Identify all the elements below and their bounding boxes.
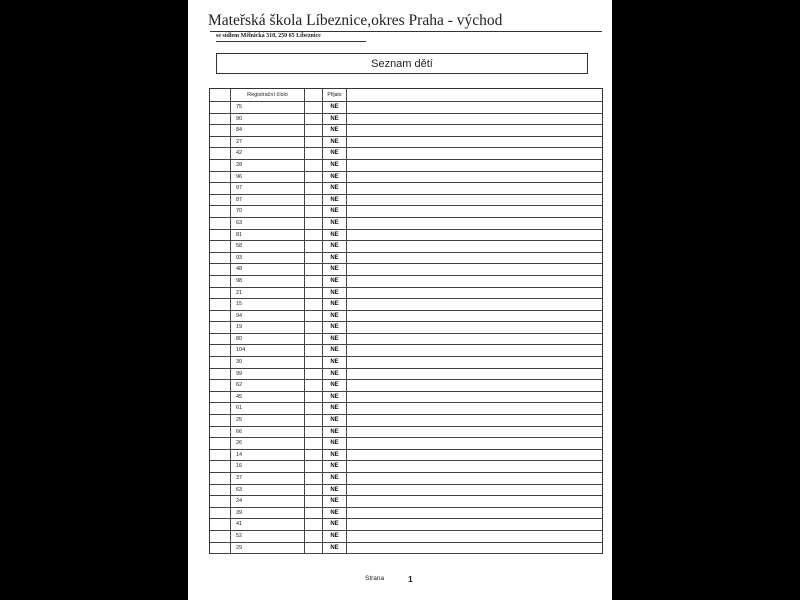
table-row	[210, 206, 602, 218]
blank-cell	[305, 369, 323, 380]
row-index-cell	[210, 334, 231, 345]
blank-cell	[305, 345, 323, 356]
row-index-cell	[210, 473, 231, 484]
table-row	[210, 438, 602, 450]
notes-cell	[347, 403, 602, 414]
index-column-header	[210, 89, 231, 101]
blank-cell	[305, 508, 323, 519]
blank-cell	[305, 380, 323, 391]
notes-cell	[347, 299, 602, 310]
row-index-cell	[210, 380, 231, 391]
table-row	[210, 137, 602, 149]
notes-cell	[347, 253, 602, 264]
table-row	[210, 230, 602, 242]
blank-cell	[305, 288, 323, 299]
table-row	[210, 496, 602, 508]
registration-number-cell: 61	[231, 403, 305, 414]
document-title: Seznam dětí	[371, 57, 433, 70]
registration-column-header: Registrační číslo	[231, 89, 305, 101]
row-index-cell	[210, 450, 231, 461]
blank-cell	[305, 427, 323, 438]
notes-cell	[347, 102, 602, 113]
table-row	[210, 102, 602, 114]
accepted-status-cell: NE	[323, 102, 347, 113]
blank-cell	[305, 148, 323, 159]
table-row	[210, 148, 602, 160]
accepted-status-cell: NE	[323, 450, 347, 461]
notes-cell	[347, 230, 602, 241]
registration-number-cell: 30	[231, 357, 305, 368]
row-index-cell	[210, 531, 231, 542]
blank-cell	[305, 450, 323, 461]
school-address: se sídlem Mělnická 318, 250 65 Líbeznice	[216, 33, 321, 39]
registration-number-cell: 58	[231, 241, 305, 252]
blank-cell	[305, 392, 323, 403]
blank-cell	[305, 415, 323, 426]
blank-cell	[305, 160, 323, 171]
accepted-status-cell: NE	[323, 218, 347, 229]
blank-column-header	[305, 89, 323, 101]
row-index-cell	[210, 276, 231, 287]
accepted-status-cell: NE	[323, 461, 347, 472]
table-row	[210, 369, 602, 381]
accepted-status-cell: NE	[323, 322, 347, 333]
row-index-cell	[210, 125, 231, 136]
accepted-status-cell: NE	[323, 485, 347, 496]
notes-cell	[347, 114, 602, 125]
accepted-status-cell: NE	[323, 369, 347, 380]
notes-cell	[347, 519, 602, 530]
registration-number-cell: 90	[231, 114, 305, 125]
row-index-cell	[210, 137, 231, 148]
blank-cell	[305, 438, 323, 449]
page-label: Strana	[365, 575, 385, 582]
notes-cell	[347, 473, 602, 484]
accepted-status-cell: NE	[323, 357, 347, 368]
notes-cell	[347, 137, 602, 148]
table-row	[210, 276, 602, 288]
accepted-status-cell: NE	[323, 148, 347, 159]
table-row	[210, 473, 602, 485]
row-index-cell	[210, 299, 231, 310]
blank-cell	[305, 531, 323, 542]
row-index-cell	[210, 183, 231, 194]
row-index-cell	[210, 357, 231, 368]
accepted-status-cell: NE	[323, 264, 347, 275]
row-index-cell	[210, 392, 231, 403]
blank-cell	[305, 334, 323, 345]
row-index-cell	[210, 172, 231, 183]
registration-number-cell: 70	[231, 206, 305, 217]
blank-cell	[305, 241, 323, 252]
accepted-status-cell: NE	[323, 276, 347, 287]
row-index-cell	[210, 345, 231, 356]
accepted-status-cell: NE	[323, 195, 347, 206]
table-row	[210, 450, 602, 462]
accepted-status-cell: NE	[323, 114, 347, 125]
row-index-cell	[210, 508, 231, 519]
notes-cell	[347, 415, 602, 426]
notes-cell	[347, 125, 602, 136]
accepted-status-cell: NE	[323, 230, 347, 241]
notes-column-header	[347, 89, 602, 101]
accepted-status-cell: NE	[323, 125, 347, 136]
notes-cell	[347, 206, 602, 217]
notes-cell	[347, 276, 602, 287]
accepted-column-header: Přijato	[323, 89, 347, 101]
registration-number-cell: 94	[231, 311, 305, 322]
row-index-cell	[210, 288, 231, 299]
accepted-status-cell: NE	[323, 531, 347, 542]
registration-number-cell: 28	[231, 160, 305, 171]
registration-number-cell: 19	[231, 322, 305, 333]
notes-cell	[347, 288, 602, 299]
notes-cell	[347, 334, 602, 345]
registration-number-cell: 25	[231, 415, 305, 426]
blank-cell	[305, 195, 323, 206]
row-index-cell	[210, 114, 231, 125]
blank-cell	[305, 403, 323, 414]
table-row	[210, 172, 602, 184]
row-index-cell	[210, 403, 231, 414]
row-index-cell	[210, 218, 231, 229]
row-index-cell	[210, 369, 231, 380]
registration-number-cell: 14	[231, 450, 305, 461]
registration-number-cell: 16	[231, 461, 305, 472]
notes-cell	[347, 438, 602, 449]
row-index-cell	[210, 322, 231, 333]
registration-number-cell: 45	[231, 392, 305, 403]
registration-number-cell: 37	[231, 473, 305, 484]
registration-number-cell: 15	[231, 299, 305, 310]
accepted-status-cell: NE	[323, 160, 347, 171]
table-row	[210, 415, 602, 427]
notes-cell	[347, 160, 602, 171]
notes-cell	[347, 357, 602, 368]
row-index-cell	[210, 102, 231, 113]
registration-number-cell: 98	[231, 276, 305, 287]
registration-number-cell: 63	[231, 218, 305, 229]
registration-number-cell: 75	[231, 102, 305, 113]
registration-number-cell: 96	[231, 172, 305, 183]
accepted-status-cell: NE	[323, 137, 347, 148]
registration-number-cell: 84	[231, 125, 305, 136]
row-index-cell	[210, 415, 231, 426]
notes-cell	[347, 311, 602, 322]
accepted-status-cell: NE	[323, 403, 347, 414]
notes-cell	[347, 380, 602, 391]
registration-number-cell: 29	[231, 543, 305, 554]
notes-cell	[347, 531, 602, 542]
notes-cell	[347, 496, 602, 507]
registration-number-cell: 62	[231, 380, 305, 391]
notes-cell	[347, 241, 602, 252]
notes-cell	[347, 508, 602, 519]
accepted-status-cell: NE	[323, 299, 347, 310]
blank-cell	[305, 102, 323, 113]
table-row	[210, 183, 602, 195]
blank-cell	[305, 543, 323, 554]
table-row	[210, 241, 602, 253]
accepted-status-cell: NE	[323, 183, 347, 194]
accepted-status-cell: NE	[323, 253, 347, 264]
table-row	[210, 334, 602, 346]
table-row	[210, 345, 602, 357]
notes-cell	[347, 485, 602, 496]
table-row	[210, 218, 602, 230]
registration-number-cell: 97	[231, 183, 305, 194]
notes-cell	[347, 345, 602, 356]
row-index-cell	[210, 230, 231, 241]
registration-number-cell: 80	[231, 334, 305, 345]
registration-number-cell: 24	[231, 496, 305, 507]
school-name: Mateřská škola Líbeznice,okres Praha - východ	[208, 12, 503, 29]
title-box	[216, 53, 588, 74]
registration-number-cell: 26	[231, 438, 305, 449]
address-underline	[216, 41, 366, 42]
row-index-cell	[210, 461, 231, 472]
table-row	[210, 508, 602, 520]
table-row	[210, 264, 602, 276]
notes-cell	[347, 322, 602, 333]
accepted-status-cell: NE	[323, 311, 347, 322]
row-index-cell	[210, 160, 231, 171]
blank-cell	[305, 137, 323, 148]
registration-number-cell: 66	[231, 427, 305, 438]
blank-cell	[305, 172, 323, 183]
notes-cell	[347, 218, 602, 229]
notes-cell	[347, 264, 602, 275]
blank-cell	[305, 125, 323, 136]
row-index-cell	[210, 543, 231, 554]
table-row	[210, 531, 602, 543]
accepted-status-cell: NE	[323, 380, 347, 391]
table-row	[210, 427, 602, 439]
notes-cell	[347, 543, 602, 554]
registration-number-cell: 41	[231, 519, 305, 530]
row-index-cell	[210, 496, 231, 507]
blank-cell	[305, 276, 323, 287]
table-row	[210, 543, 602, 555]
table-row	[210, 380, 602, 392]
blank-cell	[305, 496, 323, 507]
blank-cell	[305, 519, 323, 530]
accepted-status-cell: NE	[323, 334, 347, 345]
blank-cell	[305, 357, 323, 368]
blank-cell	[305, 218, 323, 229]
table-row	[210, 519, 602, 531]
page-number: 1	[408, 574, 413, 584]
table-row	[210, 485, 602, 497]
accepted-status-cell: NE	[323, 415, 347, 426]
table-row	[210, 195, 602, 207]
row-index-cell	[210, 253, 231, 264]
row-index-cell	[210, 148, 231, 159]
accepted-status-cell: NE	[323, 172, 347, 183]
notes-cell	[347, 392, 602, 403]
blank-cell	[305, 473, 323, 484]
accepted-status-cell: NE	[323, 288, 347, 299]
row-index-cell	[210, 427, 231, 438]
notes-cell	[347, 172, 602, 183]
registration-number-cell: 52	[231, 531, 305, 542]
header-divider	[210, 31, 602, 32]
table-row	[210, 403, 602, 415]
notes-cell	[347, 369, 602, 380]
registration-number-cell: 93	[231, 253, 305, 264]
row-index-cell	[210, 206, 231, 217]
table-row	[210, 322, 602, 334]
row-index-cell	[210, 241, 231, 252]
children-table	[209, 88, 603, 554]
accepted-status-cell: NE	[323, 427, 347, 438]
notes-cell	[347, 195, 602, 206]
table-row	[210, 392, 602, 404]
accepted-status-cell: NE	[323, 508, 347, 519]
table-row	[210, 288, 602, 300]
row-index-cell	[210, 438, 231, 449]
blank-cell	[305, 206, 323, 217]
table-row	[210, 160, 602, 172]
blank-cell	[305, 114, 323, 125]
table-row	[210, 461, 602, 473]
row-index-cell	[210, 264, 231, 275]
blank-cell	[305, 311, 323, 322]
row-index-cell	[210, 311, 231, 322]
accepted-status-cell: NE	[323, 241, 347, 252]
registration-number-cell: 63	[231, 485, 305, 496]
accepted-status-cell: NE	[323, 392, 347, 403]
registration-number-cell: 21	[231, 288, 305, 299]
registration-number-cell: 48	[231, 264, 305, 275]
accepted-status-cell: NE	[323, 519, 347, 530]
accepted-status-cell: NE	[323, 206, 347, 217]
registration-number-cell: 42	[231, 148, 305, 159]
blank-cell	[305, 485, 323, 496]
registration-number-cell: 104	[231, 345, 305, 356]
table-header-row	[210, 89, 602, 102]
accepted-status-cell: NE	[323, 345, 347, 356]
notes-cell	[347, 427, 602, 438]
row-index-cell	[210, 195, 231, 206]
accepted-status-cell: NE	[323, 438, 347, 449]
registration-number-cell: 39	[231, 508, 305, 519]
notes-cell	[347, 461, 602, 472]
notes-cell	[347, 183, 602, 194]
accepted-status-cell: NE	[323, 473, 347, 484]
blank-cell	[305, 461, 323, 472]
table-row	[210, 253, 602, 265]
registration-number-cell: 27	[231, 137, 305, 148]
blank-cell	[305, 299, 323, 310]
table-row	[210, 357, 602, 369]
table-row	[210, 125, 602, 137]
blank-cell	[305, 264, 323, 275]
row-index-cell	[210, 519, 231, 530]
blank-cell	[305, 322, 323, 333]
registration-number-cell: 99	[231, 369, 305, 380]
table-row	[210, 311, 602, 323]
blank-cell	[305, 183, 323, 194]
blank-cell	[305, 230, 323, 241]
notes-cell	[347, 148, 602, 159]
registration-number-cell: 87	[231, 195, 305, 206]
accepted-status-cell: NE	[323, 543, 347, 554]
table-row	[210, 114, 602, 126]
table-row	[210, 299, 602, 311]
accepted-status-cell: NE	[323, 496, 347, 507]
notes-cell	[347, 450, 602, 461]
registration-number-cell: 81	[231, 230, 305, 241]
blank-cell	[305, 253, 323, 264]
row-index-cell	[210, 485, 231, 496]
